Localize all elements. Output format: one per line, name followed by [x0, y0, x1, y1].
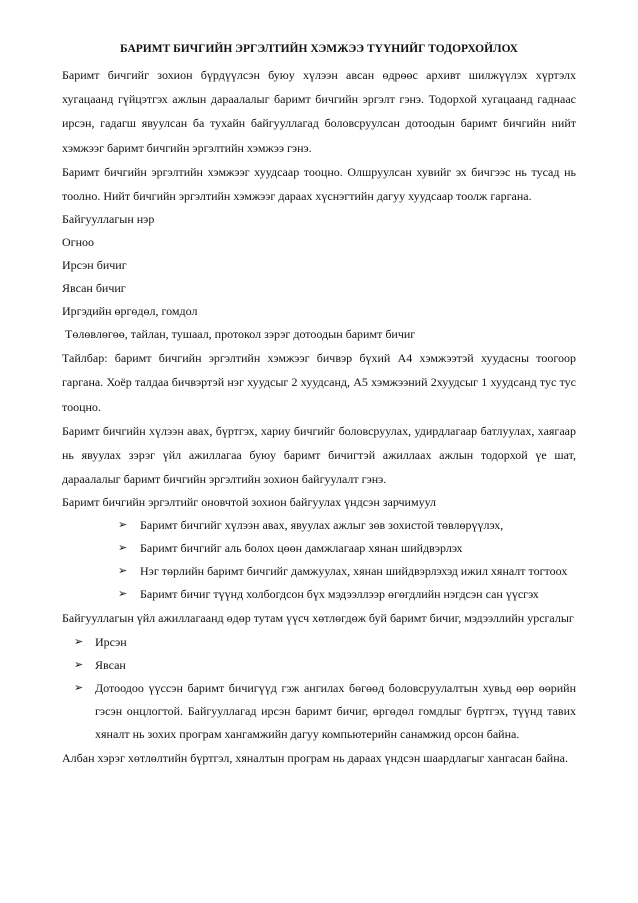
paragraph-requirements: Албан хэрэг хөтлөлтийн бүртгэл, хяналтын програм нь дараах үндсэн шаардлагыг хангасан байна.: [62, 750, 568, 765]
arrow-bullet-icon: ➢: [74, 658, 84, 671]
arrow-bullet-icon: ➢: [118, 588, 128, 601]
arrow-bullet-icon: ➢: [118, 542, 128, 555]
table-line-organization: Байгууллагын нэр: [62, 212, 155, 227]
table-line-internal: Төлөвлөгөө, тайлан, тушаал, протокол зэрэг дотоодын баримт бичиг: [62, 327, 416, 342]
paragraph-counting: Баримт бичгийн эргэлтийн хэмжээг хуудсаар тооцно. Олшруулсан хувийг эх бичгээс нь тусад нь тоолно. Нийт бичгийн эргэлтийн хэмжээг дараах хүснэгтийн дагуу хуудсаар тоолж гаргана.: [62, 164, 576, 204]
arrow-bullet-icon: ➢: [74, 635, 84, 648]
paragraph-note: Тайлбар: баримт бичгийн эргэлтийн хэмжээг бичвэр бүхий А4 хэмжээтэй хуудасны тоогоор гаргана. Хоёр талдаа бичвэртэй нэг хуудсыг 2 хуудсанд, А5 хэмжээний 2хуудсыг 1 хуудсанд тус тус тооцно.: [62, 351, 576, 414]
paragraph-flows: Байгууллагын үйл ажиллагаанд өдөр тутам үүсч хөтлөгдөж буй баримт бичиг, мэдээллийн урсгалыг: [62, 611, 574, 626]
paragraph-principles-heading: Баримт бичгийн эргэлтийг оновчтой зохион байгуулах үндсэн зарчимуул: [62, 495, 437, 510]
list-item: ➢ Баримт бичгийг хүлээн авах, явуулах ажлыг зөв зохистой төвлөрүүлэх,: [62, 514, 576, 537]
table-line-complaints: Иргэдийн өргөдөл, гомдол: [62, 304, 198, 319]
list-item: ➢ Баримт бичгийг аль болох цөөн дамжлагаар хянан шийдвэрлэх: [62, 537, 576, 560]
list-item: ➢ Нэг төрлийн баримт бичгийг дамжуулах, хянан шийдвэрлэхэд ижил хяналт тогтоох: [62, 560, 576, 583]
list-item: ➢ Баримт бичиг түүнд холбогдсон бүх мэдээллээр өгөгдлийн нэгдсэн сан үүсгэх: [62, 583, 576, 606]
table-lines: [62, 208, 576, 346]
paragraph-organization: Баримт бичгийн хүлээн авах, бүртгэх, хариу бичгийг боловсруулах, удирдлагаар батлуулах, хаягаар нь явуулах зэрэг үйл ажиллагаа буюу баримт бичигтэй ажиллаах ажлын тодорхой үе шат, дараалалыг баримт бичгийн эргэлтийн зохион байгуулалт гэнэ.: [62, 423, 576, 487]
arrow-bullet-icon: ➢: [118, 565, 128, 578]
table-line-outgoing: Явсан бичиг: [62, 281, 126, 296]
list-item: ➢ Дотоодоо үүссэн баримт бичигүүд гэж ангилах бөгөөд боловсруулалтын хувьд өөр өөрийн гэсэн онцлогтой. Байгууллагад ирсэн баримт бичиг, өргөдөл гомдлыг бүртгэх, түүнд тавих хяналт нь зохих програм хангамжийн дагуу компьютерийн санамжид орсон байна.: [62, 677, 576, 746]
document-page: [62, 40, 576, 770]
document-title: БАРИМТ БИЧГИЙН ЭРГЭЛТИЙН ХЭМЖЭЭ ТҮҮНИЙГ ТОДОРХОЙЛОХ: [120, 43, 518, 55]
arrow-bullet-icon: ➢: [118, 519, 128, 532]
arrow-bullet-icon: ➢: [74, 681, 84, 694]
flows-list: [62, 631, 576, 746]
list-item: ➢ Явсан: [62, 654, 576, 677]
list-item: ➢ Ирсэн: [62, 631, 576, 654]
table-line-date: Огноо: [62, 235, 95, 250]
principles-list: [62, 514, 576, 606]
table-line-incoming: Ирсэн бичиг: [62, 258, 127, 273]
paragraph-definition: Баримт бичгийг зохион бүрдүүлсэн буюу хүлээн авсан өдрөөс архивт шилжүүлэх хүртэлх хугацаанд гүйцэтгэх ажлын дараалалыг баримт бичгийн эргэлт гэнэ. Тодорхой хугацаанд гаднаас ирсэн, гадагш явуулсан ба тухайн байгууллагад боловсруулсан дотоодын баримт бичгийн нийт хэмжээг баримт бичгийн эргэлтийн хэмжээ гэнэ.: [62, 68, 576, 155]
